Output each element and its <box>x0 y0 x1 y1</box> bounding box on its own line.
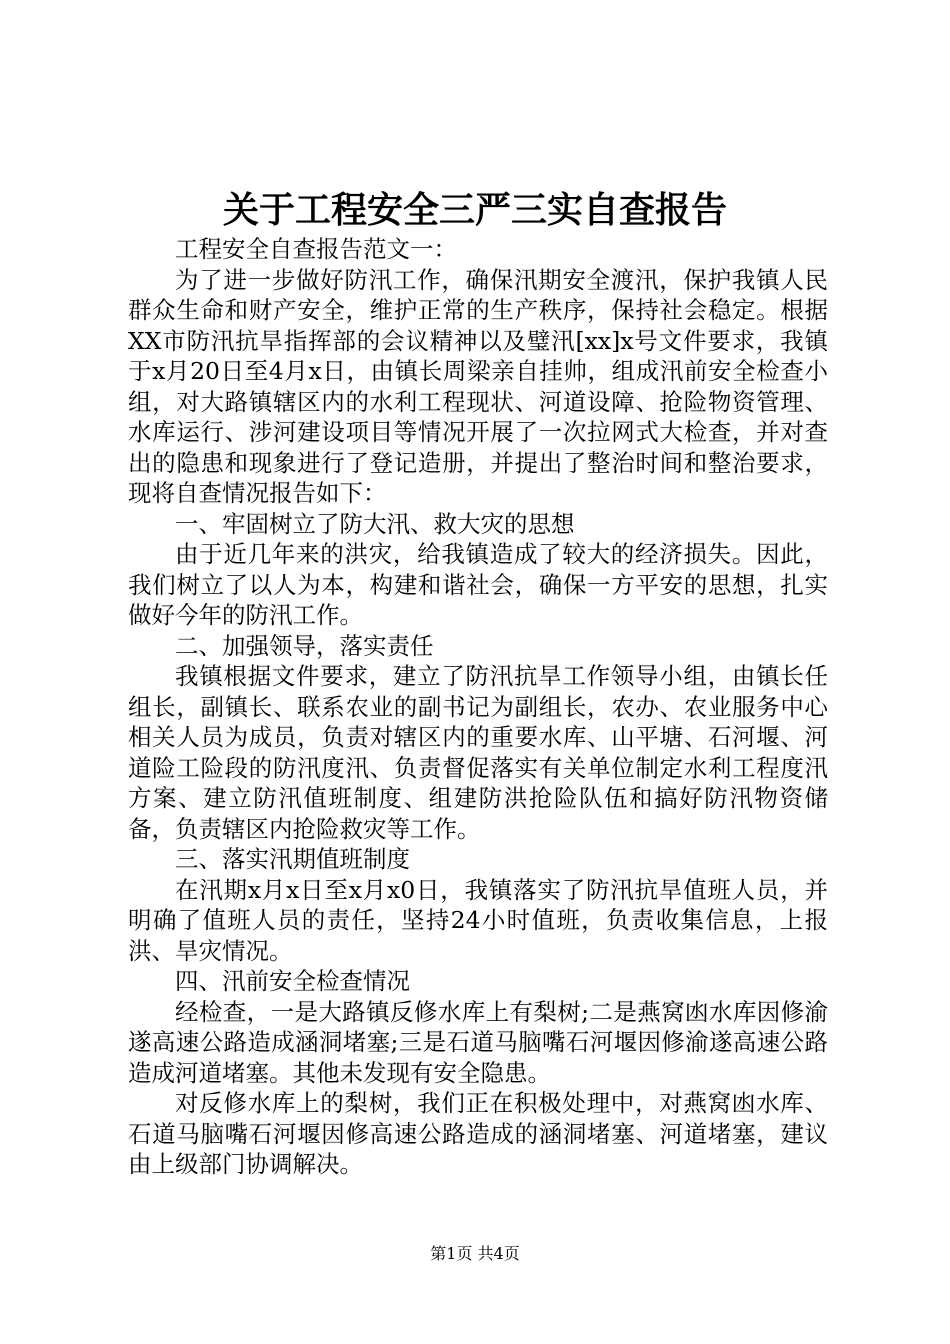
paragraph: 在汛期x月x日至x月x0日，我镇落实了防汛抗旱值班人员，并明确了值班人员的责任，坚持24小时值班，负责收集信息，上报洪、旱灾情况。 <box>128 875 828 965</box>
section-heading: 二、加强领导，落实责任 <box>175 631 434 660</box>
paragraph: 由于近几年来的洪灾，给我镇造成了较大的经济损失。因此，我们树立了以人为本，构建和谐社会，确保一方平安的思想，扎实做好今年的防汛工作。 <box>128 540 828 629</box>
paragraph: 我镇根据文件要求，建立了防汛抗旱工作领导小组，由镇长任组长，副镇长、联系农业的副书记为副组长，农办、农业服务中心相关人员为成员，负责对辖区内的重要水库、山平塘、石河堰、河道险工险段的防汛度汛、负责督促落实有关单位制定水利工程度汛方案、建立防汛值班制度、组建防洪抢险队伍和搞好防汛物资储备，负责辖区内抢险救灾等工作。 <box>128 662 828 843</box>
paragraph: 经检查，一是大路镇反修水库上有梨树;二是燕窝凼水库因修渝遂高速公路造成涵洞堵塞;三是石道马脑嘴石河堰因修渝遂高速公路造成河道堵塞。其他未发现有安全隐患。 <box>128 997 828 1087</box>
document-body <box>128 234 828 1180</box>
section-heading: 三、落实汛期值班制度 <box>175 845 410 873</box>
page-number-footer: 第1页 共4页 <box>430 1244 520 1263</box>
document-title: 关于工程安全三严三实自查报告 <box>222 189 727 231</box>
paragraph: 为了进一步做好防汛工作，确保汛期安全渡汛，保护我镇人民群众生命和财产安全，维护正常的生产秩序，保持社会稳定。根据XX市防汛抗旱指挥部的会议精神以及璧汛[xx]x号文件要求，我镇于x月20日至4月x日，由镇长周梁亲自挂帅，组成汛前安全检查小组，对大路镇辖区内的水利工程现状、河道设障、抢险物资管理、水库运行、涉河建设项目等情况开展了一次拉网式大检查，并对查出的隐患和现象进行了登记造册，并提出了整治时间和整治要求，现将自查情况报告如下： <box>128 265 828 507</box>
section-heading: 四、汛前安全检查情况 <box>175 967 410 995</box>
paragraph-intro: 工程安全自查报告范文一： <box>175 235 457 263</box>
paragraph: 对反修水库上的梨树，我们正在积极处理中，对燕窝凼水库、石道马脑嘴石河堰因修高速公路造成的涵洞堵塞、河道堵塞，建议由上级部门协调解决。 <box>128 1089 828 1178</box>
section-heading: 一、牢固树立了防大汛、救大灾的思想 <box>175 509 575 538</box>
